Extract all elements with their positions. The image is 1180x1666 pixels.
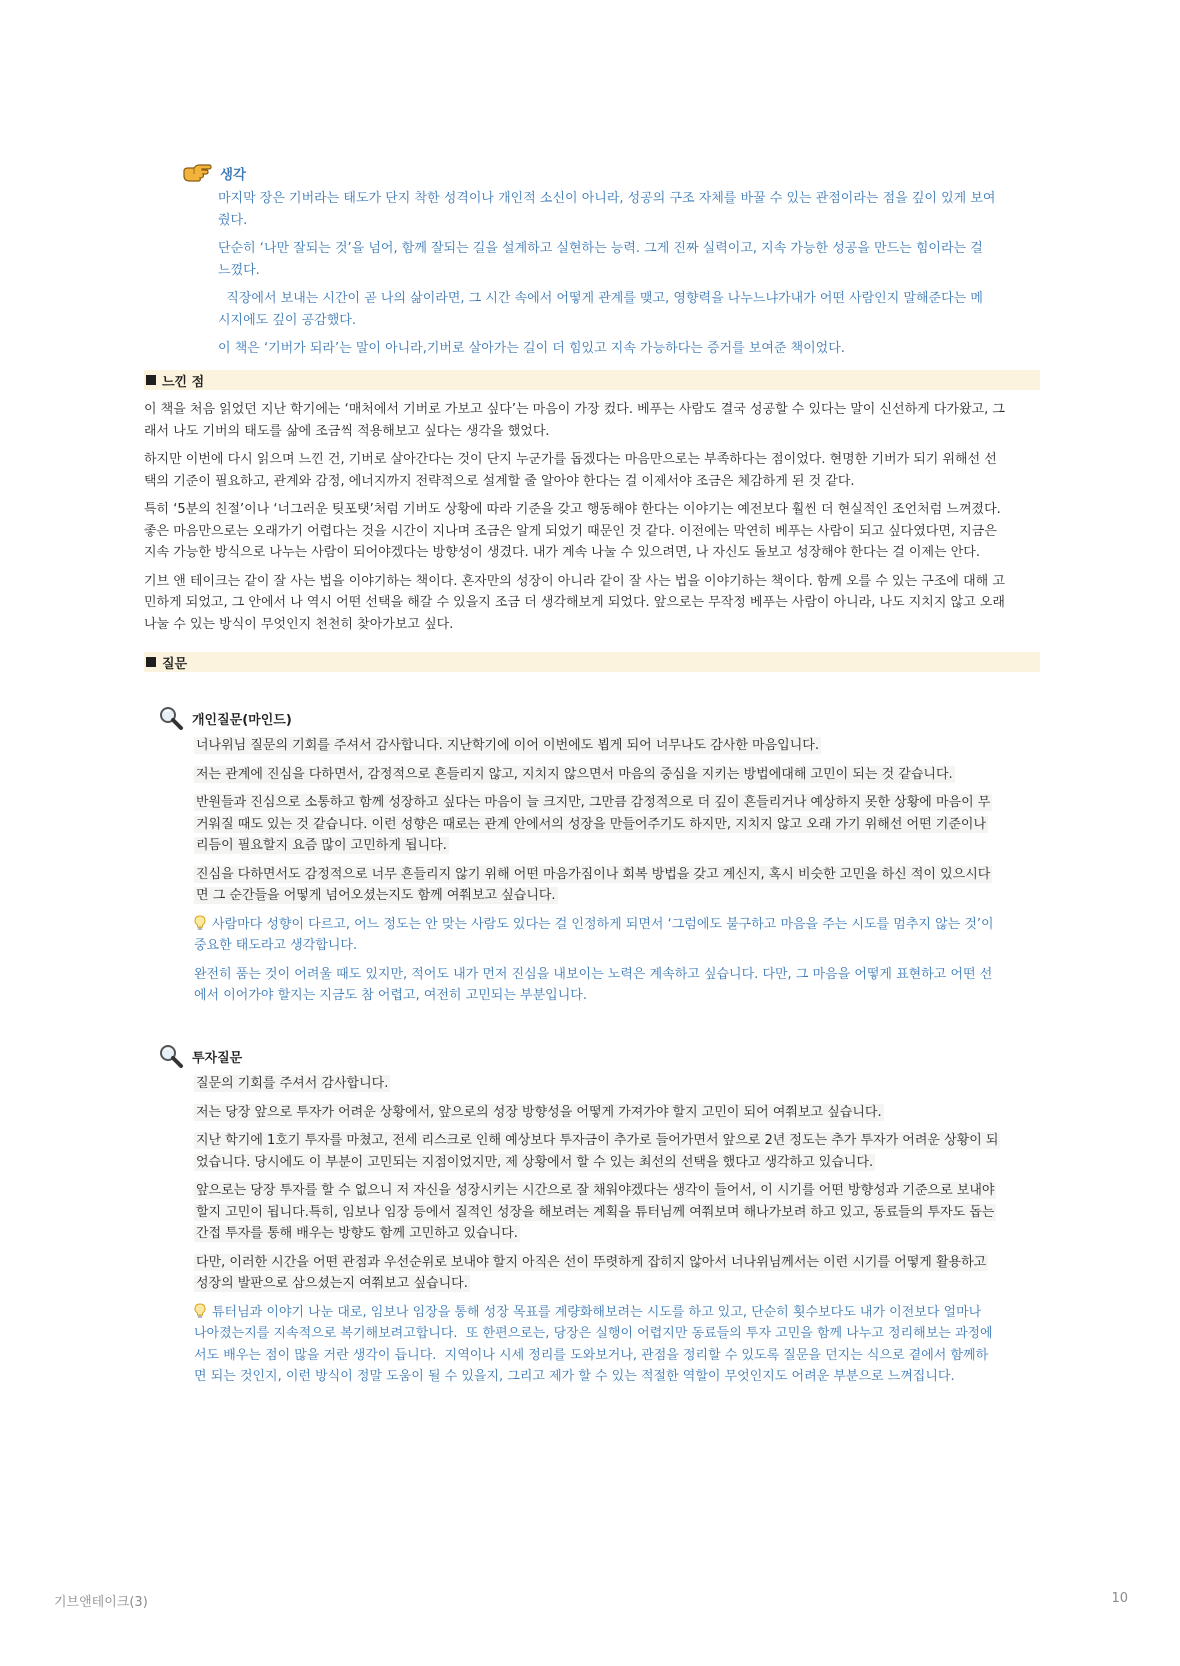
thought-paragraph: 직장에서 보내는 시간이 곧 나의 삶이라면, 그 시간 속에서 어떻게 관계를 맺고, 영향력을 나누느냐가내가 어떤 사람인지 말해준다는 메 시지에도 깊이 공감했다. — [218, 291, 983, 328]
lightbulb-icon — [194, 1303, 206, 1319]
question-paragraph: 저는 당장 앞으로 투자가 어려운 상황에서, 앞으로의 성장 방향성을 어떻게 가져가야 할지 고민이 되어 여쭤보고 싶습니다. — [196, 1104, 882, 1120]
feelings-paragraph: 이 책을 처음 읽었던 지난 학기에는 ‘매처에서 기버로 가보고 싶다’는 마음이 가장 컸다. 베푸는 사람도 결국 성공할 수 있다는 말이 신선하게 다가왔고, 그 래서 나도 기버의 태도를 삶에 조금씩 적용해보고 싶다는 생각을 했었다. — [144, 402, 1005, 439]
section-header-feelings — [144, 370, 1040, 390]
investment-question-block — [158, 1043, 1038, 1394]
thought-paragraph: 이 책은 ‘기버가 되라’는 말이 아니라,기버로 살아가는 길이 더 힘있고 지속 가능하다는 증거를 보여준 책이었다. — [218, 341, 845, 356]
feelings-body — [144, 399, 1044, 642]
feelings-paragraph: 특히 ‘5분의 친절’이나 ‘너그러운 팃포탯’처럼 기버도 상황에 따라 기준을 갖고 행동해야 한다는 이야기는 예전보다 훨씬 더 현실적인 조언처럼 느껴졌다. 좋은 마음만으로는 오래가기 어렵다는 것을 시간이 지나며 조금은 알게 되었기 때문인 것 같다. 이전에는 막연히 베푸는 사람이 되고 싶다였다면, 지금은 지속 가능한 방식으로 나누는 사람이 되어야겠다는 방향성이 생겼다. 내가 계속 나눌 수 있으려면, 나 자신도 돌보고 성장해야 한다는 걸 이제는 안다. — [144, 502, 1001, 560]
answer-paragraph: 사람마다 성향이 다르고, 어느 정도는 안 맞는 사람도 있다는 걸 인정하게 되면서 ‘그럼에도 불구하고 마음을 주는 시도를 멈추지 않는 것’이 중요한 태도라고 생각합니다. — [194, 916, 994, 953]
feelings-paragraph: 하지만 이번에 다시 읽으며 느낀 건, 기버로 살아간다는 것이 단지 누군가를 돕겠다는 마음만으로는 부족하다는 점이었다. 현명한 기버가 되기 위해선 선 택의 기준이 필요하고, 관계와 감정, 에너지까지 전략적으로 설계할 줄 알아야 한다는 걸 이제서야 조금은 체감하게 된 것 같다. — [144, 452, 997, 489]
black-square-icon — [146, 657, 156, 667]
thought-block — [182, 162, 1032, 366]
question-title: 투자질문 — [192, 1050, 243, 1066]
answer-paragraph: 완전히 품는 것이 어려울 때도 있지만, 적어도 내가 먼저 진심을 내보이는 노력은 계속하고 싶습니다. 다만, 그 마음을 어떻게 표현하고 어떤 선 에서 이어가야 할지는 지금도 참 어렵고, 여전히 고민되는 부분입니다. — [194, 966, 993, 1003]
personal-question-header — [158, 705, 1038, 731]
question-paragraph: 진심을 다하면서도 감정적으로 너무 흔들리지 않기 위해 어떤 마음가짐이나 회복 방법을 갖고 계신지, 혹시 비슷한 고민을 하신 적이 있으시다 면 그 순간들을 어떻게 넘어오셨는지도 함께 여쭤보고 싶습니다. — [196, 866, 991, 903]
personal-question-block — [158, 705, 1038, 1014]
question-paragraph: 앞으로는 당장 투자를 할 수 없으니 저 자신을 성장시키는 시간으로 잘 채워야겠다는 생각이 들어서, 이 시기를 어떤 방향성과 기준으로 보내야 할지 고민이 됩니다.특히, 임보나 임장 등에서 질적인 성장을 해보려는 계획을 튜터님께 여쭤보며 해나가보려 하고 있고, 동료들의 투자도 돕는 간접 투자를 통해 배우는 방향도 함께 고민하고 있습니다. — [196, 1183, 995, 1241]
question-paragraph: 다만, 이러한 시간을 어떤 관점과 우선순위로 보내야 할지 아직은 선이 뚜렷하게 잡히지 않아서 너나위님께서는 이런 시기를 어떻게 활용하고 성장의 발판으로 삼으셨는지 여쭤보고 싶습니다. — [196, 1254, 987, 1291]
investment-question-body — [194, 1073, 1038, 1388]
footer-doc-title: 기브앤테이크(3) — [54, 1595, 148, 1610]
question-paragraph: 지난 학기에 1호기 투자를 마쳤고, 전세 리스크로 인해 예상보다 투자금이 추가로 들어가면서 앞으로 2년 정도는 추가 투자가 어려운 상황이 되 었습니다. 당시에도 이 부분이 고민되는 지점이었지만, 제 상황에서 할 수 있는 최선의 선택을 했다고 생각하고 있습니다. — [196, 1133, 999, 1170]
answer-paragraph: 튜터님과 이야기 나눈 대로, 임보나 임장을 통해 성장 목표를 계량화해보려는 시도를 하고 있고, 단순히 횟수보다도 내가 이전보다 얼마나 나아졌는지를 지속적으로 복기해보려고합니다. 또 한편으로는, 당장은 실행이 어렵지만 동료들의 투자 고민을 함께 나누고 정리해보는 과정에 서도 배우는 점이 많을 거란 생각이 듭니다. 지역이나 시세 정리를 도와보거나, 관점을 정리할 수 있도록 질문을 던지는 식으로 곁에서 함께하 면 되는 것인지, 이런 방식이 정말 도움이 될 수 있을지, 그리고 제가 할 수 있는 적절한 역할이 무엇인지도 어려운 부분으로 느껴집니다. — [194, 1304, 993, 1384]
footer-page-number: 10 — [1111, 1591, 1128, 1606]
thought-paragraph: 마지막 장은 기버라는 태도가 단지 착한 성격이나 개인적 소신이 아니라, 성공의 구조 자체를 바꿀 수 있는 관점이라는 점을 깊이 있게 보여 줬다. — [218, 191, 996, 228]
black-square-icon — [146, 375, 156, 385]
question-paragraph: 저는 관계에 진심을 다하면서, 감정적으로 흔들리지 않고, 지치지 않으면서 마음의 중심을 지키는 방법에대해 고민이 되는 것 같습니다. — [196, 766, 953, 782]
thought-body — [218, 188, 1032, 360]
thought-paragraph: 단순히 ‘나만 잘되는 것’을 넘어, 함께 잘되는 길을 설계하고 실현하는 능력. 그게 진짜 실력이고, 지속 가능한 성공을 만드는 힘이라는 걸 느꼈다. — [218, 241, 983, 278]
section-title: 느낀 점 — [162, 374, 205, 390]
magnifier-icon — [158, 705, 184, 731]
section-header-questions — [144, 652, 1040, 672]
question-paragraph: 반원들과 진심으로 소통하고 함께 성장하고 싶다는 마음이 늘 크지만, 그만큼 감정적으로 더 깊이 흔들리거나 예상하지 못한 상황에 마음이 무 거워질 때도 있는 것 같습니다. 이런 성향은 때로는 관계 안에서의 성장을 만들어주기도 하지만, 지치지 않고 오래 가기 위해선 어떤 기준이나 리듬이 필요할지 요즘 많이 고민하게 됩니다. — [196, 795, 991, 853]
lightbulb-icon — [194, 915, 206, 931]
question-paragraph: 질문의 기회를 주셔서 감사합니다. — [196, 1076, 389, 1091]
magnifier-icon — [158, 1043, 184, 1069]
question-paragraph: 너나위님 질문의 기회를 주셔서 감사합니다. 지난학기에 이어 이번에도 뵙게 되어 너무나도 감사한 마음입니다. — [196, 738, 819, 753]
pointing-hand-icon — [182, 162, 212, 184]
question-title: 개인질문(마인드) — [192, 712, 292, 728]
thought-title: 생각 — [220, 167, 247, 183]
thought-header — [182, 162, 1032, 184]
investment-question-header — [158, 1043, 1038, 1069]
section-title: 질문 — [162, 656, 188, 672]
feelings-paragraph: 기브 앤 테이크는 같이 잘 사는 법을 이야기하는 책이다. 혼자만의 성장이 아니라 같이 잘 사는 법을 이야기하는 책이다. 함께 오를 수 있는 구조에 대해 고 민하게 되었고, 그 안에서 나 역시 어떤 선택을 해갈 수 있을지 조금 더 생각해보게 되었다. 앞으로는 무작정 베푸는 사람이 아니라, 나도 지치지 않고 오래 나눌 수 있는 방식이 무엇인지 천천히 찾아가보고 싶다. — [144, 573, 1005, 632]
personal-question-body — [194, 735, 1038, 1007]
